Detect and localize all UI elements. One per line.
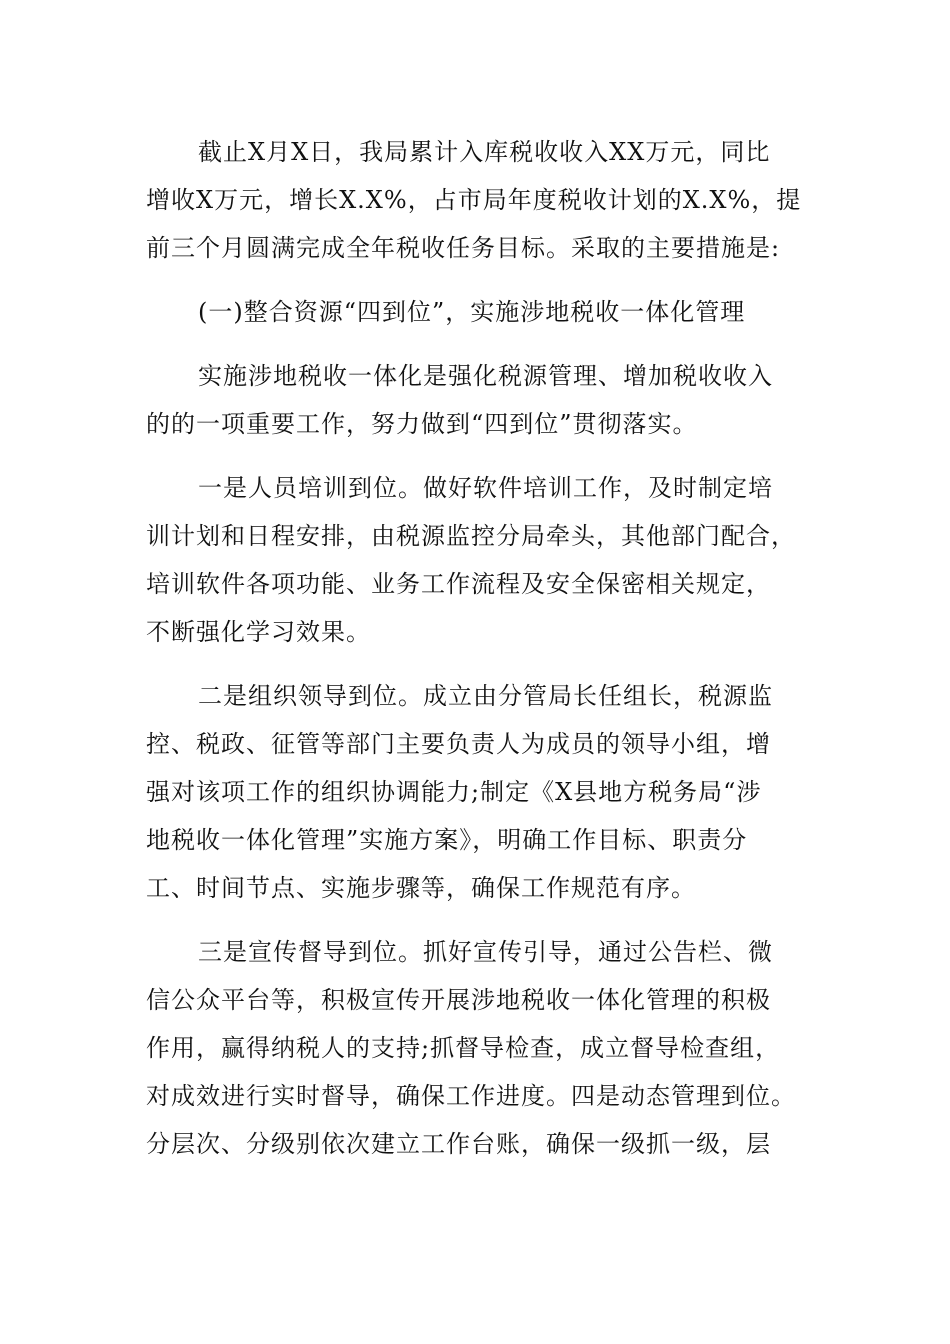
paragraph-line: 截止X月X日，我局累计入库税收收入XX万元，同比	[198, 138, 771, 166]
paragraph-line: 三是宣传督导到位。抓好宣传引导，通过公告栏、微	[198, 938, 773, 966]
paragraph-line: 对成效进行实时督导，确保工作进度。四是动态管理到位。	[146, 1082, 796, 1110]
paragraph-line: 地税收一体化管理”实施方案》，明确工作目标、职责分	[146, 826, 748, 854]
document-body	[146, 128, 806, 1168]
paragraph-line: 一是人员培训到位。做好软件培训工作，及时制定培	[198, 474, 773, 502]
paragraph-2	[146, 464, 806, 656]
paragraph-line: 分层次、分级别依次建立工作台账，确保一级抓一级，层	[146, 1130, 771, 1158]
paragraph-line: 作用，赢得纳税人的支持;抓督导检查，成立督导检查组，	[146, 1034, 781, 1062]
section-heading	[146, 288, 806, 336]
section-heading-text: (一)整合资源“四到位”，实施涉地税收一体化管理	[198, 298, 746, 326]
paragraph-line: 控、税政、征管等部门主要负责人为成员的领导小组，增	[146, 730, 771, 758]
paragraph-3	[146, 672, 806, 912]
paragraph-line: 强对该项工作的组织协调能力;制定《X县地方税务局“涉	[146, 778, 762, 806]
paragraph-line: 的的一项重要工作，努力做到“四到位”贯彻落实。	[146, 410, 698, 438]
paragraph-line: 训计划和日程安排，由税源监控分局牵头，其他部门配合，	[146, 522, 796, 550]
paragraph-line: 二是组织领导到位。成立由分管局长任组长，税源监	[198, 682, 773, 710]
paragraph-line: 信公众平台等，积极宣传开展涉地税收一体化管理的积极	[146, 986, 771, 1014]
paragraph-line: 前三个月圆满完成全年税收任务目标。采取的主要措施是:	[146, 234, 781, 262]
paragraph-1	[146, 352, 806, 448]
paragraph-line: 工、时间节点、实施步骤等，确保工作规范有序。	[146, 874, 696, 902]
paragraph-intro	[146, 128, 806, 272]
paragraph-line: 增收X万元，增长X.X%，占市局年度税收计划的X.X%，提	[146, 186, 802, 214]
paragraph-line: 不断强化学习效果。	[146, 618, 371, 646]
paragraph-4	[146, 928, 806, 1168]
paragraph-line: 实施涉地税收一体化是强化税源管理、增加税收收入	[198, 362, 773, 390]
paragraph-line: 培训软件各项功能、业务工作流程及安全保密相关规定，	[146, 570, 771, 598]
